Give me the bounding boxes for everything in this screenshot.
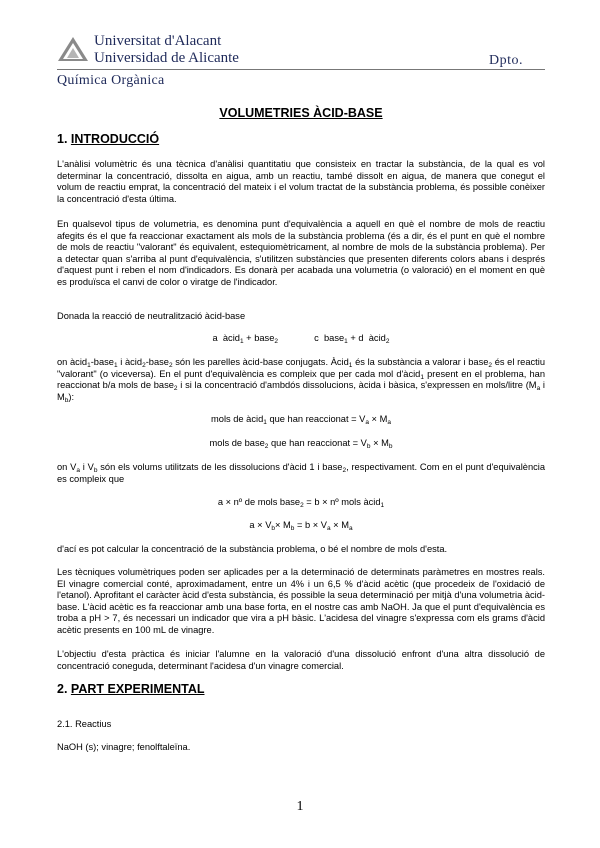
paragraph-conjugate-pairs: on àcid$_1$-base$_1$ i àcid$_2$-base$_2$ són les parelles àcid-base conjugats. Àcid$_1$ és la substància a valorar i base$_2$ és el reactiu "valorant" (o viceversa). En el punt d'equivalència es compleix que per cada mol d'àcid$_1$ present en el problema, han reaccionat b/a mols de base$_2$ i si la concentració d'ambdós dissolucions, àcida i bàsica, s'expressen en mols/litre ($M_a$ i $M_b$): (57, 357, 545, 404)
page-header (0, 0, 600, 100)
university-name-spanish: Universidad de Alicante (94, 50, 239, 66)
page-number: 1 (296, 799, 304, 814)
paragraph-vinegar: Les tècniques volumètriques poden ser aplicades per a la determinació de determinats paràmetres en mostres reals. El vinagre comercial conté, aproximadament, entre un 4% i un 6,5 % d'àcid acètic (que procedeix de l'oxidació de l'etanol). Aprofitant el caràcter àcid d'esta substància, és possible la seua determinació per mitjà d'una volumetria àcid-base. L'àcid acètic es fa reaccionar amb una base forta, en el nostre cas amb NaOH. Ja que el punt d'equivalència es troba a pH > 7, és necessari un indicador que vira a pH bàsic. L'acidesa del vinagre s'expressa com els grams d'àcid acètic presents en 100 mL de vinagre. (57, 567, 545, 635)
paragraph-equivalence-point: En qualsevol tipus de volumetria, es denomina punt d'equivalència a aquell en què el nombre de mols de reactiu afegits és el que fa reaccionar exactament als mols de la substància problema (és a dir, és el punt en què el nombre de mols de reactiu "valorant" és equivalent, estequiomètricament, al nombre de mols de la substància problema). Per a detectar quan s'arriba al punt d'equivalència, s'utilitzen substàncies que presenten diferents colors abans i després d'aquest punt i reben el nom d'indicadors. Es donarà per acabada una volumetria (o valoració) en el moment en què es produïsca el canvi de color o viratge de l'indicador. (57, 219, 545, 287)
reaction-equation: a àcid$_1$ + base$_2$ c base$_1$ + d àcid$_2$ (212, 333, 390, 345)
document-title: VOLUMETRIES ÀCID-BASE (219, 106, 383, 120)
section-title: PART EXPERIMENTAL (70, 682, 205, 696)
section-title: INTRODUCCIÓ (70, 132, 160, 146)
dpto-label: Dpto. (489, 53, 523, 68)
paragraph-intro: L'anàlisi volumètric és una tècnica d'anàlisi quantitatiu que consisteix en tractar la substància, de la qual es vol determinar la concentració, dissolta en aigua, amb un reactiu, també dissolt en aigua, de manera que conegut el volum de reactiu emprat, la concentració del mateix i el volum tractat de la substància problema, és possible conèixer la concentració d'esta última. (57, 159, 545, 204)
paragraph-objective: L'objectiu d'esta pràctica és iniciar l'alumne en la valoració d'una dissolució enfront d'una altra dissolució de concentració coneguda, determinant l'acidesa d'un vinagre comercial. (57, 649, 545, 671)
section-number: 2. (57, 682, 71, 696)
header-divider (57, 69, 545, 70)
paragraph-reaction-intro: Donada la reacció de neutralització àcid-base (57, 311, 246, 321)
equation-moles-relation: a × nº de mols base$_2$ = b × nº mols àcid$_1$ (217, 497, 385, 509)
university-logo-icon (57, 36, 89, 62)
paragraph-calculation: d'ací es pot calcular la concentració de la substància problema, o bé el nombre de mols d'esta. (57, 544, 448, 554)
section-heading-introduction (57, 134, 159, 146)
university-name-catalan: Universitat d'Alacant (94, 33, 222, 49)
equation-volume-relation: $a \times V_b\times M_b = b \times V_a \times M_a$ (249, 520, 353, 532)
equation-acid-moles: mols de àcid$_1$ que han reaccionat = $V_a \times M_a$ (211, 414, 391, 426)
equation-base-moles: mols de base$_2$ que han reaccionat = $V_b \times M_b$ (209, 438, 393, 450)
section-heading-experimental (57, 684, 204, 696)
section-number: 1. (57, 132, 71, 146)
department-name: Química Orgànica (57, 73, 165, 88)
paragraph-volumes: on $V_a$ i $V_b$ són els volums utilitzats de les dissolucions d'àcid 1 i base$_2$, respectivament. Com en el punt d'equivalència es compleix que (57, 462, 545, 484)
subsection-heading-reagents: 2.1. Reactius (57, 719, 112, 729)
reagents-list: NaOH (s); vinagre; fenolftaleïna. (57, 742, 191, 752)
